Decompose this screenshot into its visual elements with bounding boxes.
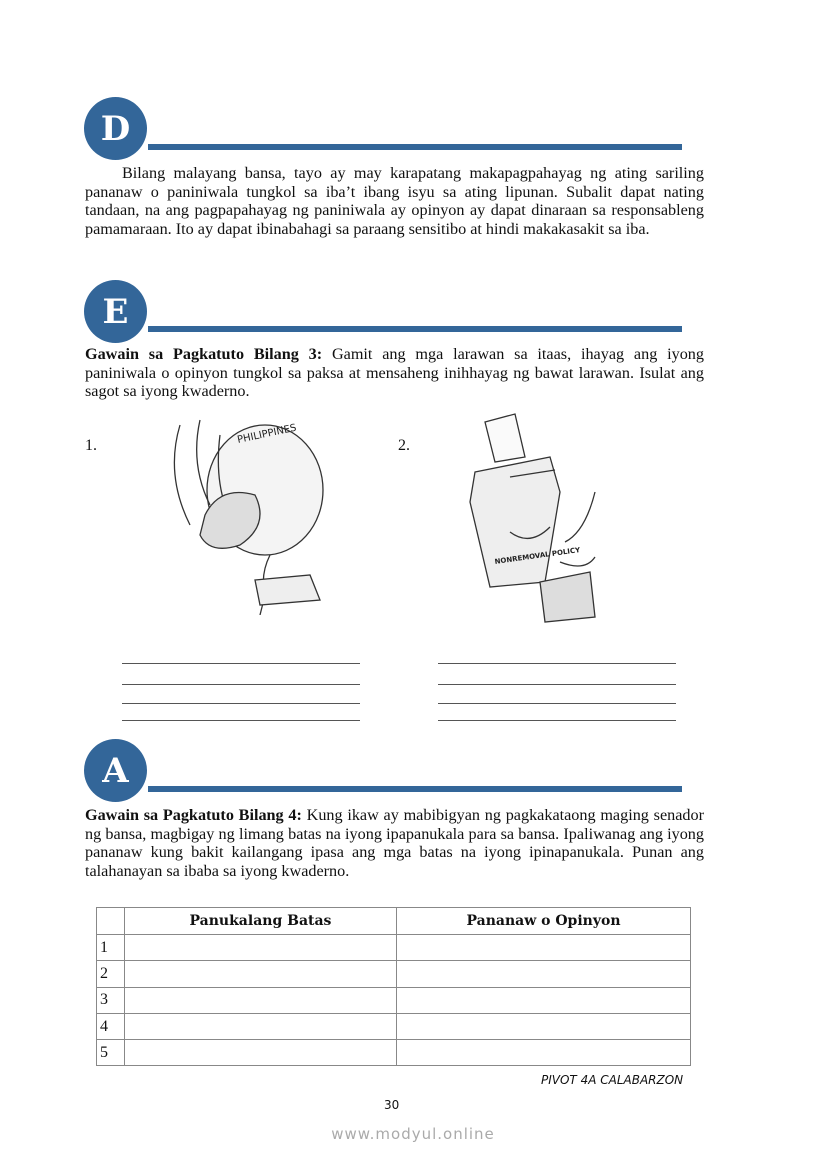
answer-line[interactable] bbox=[438, 720, 676, 721]
series-footer: PIVOT 4A CALABARZON bbox=[541, 1073, 684, 1087]
answer-line[interactable] bbox=[122, 703, 360, 704]
row-number: 4 bbox=[97, 1013, 125, 1039]
opinion-cell[interactable] bbox=[397, 935, 691, 961]
picture-number: 1. bbox=[85, 437, 97, 454]
law-cell[interactable] bbox=[125, 987, 397, 1013]
section-divider bbox=[148, 786, 682, 792]
answer-line[interactable] bbox=[438, 703, 676, 704]
watermark: www.modyul.online bbox=[331, 1125, 495, 1143]
activity-title: Gawain sa Pagkatuto Bilang 4: bbox=[85, 806, 302, 824]
row-number: 2 bbox=[97, 961, 125, 987]
section-d-paragraph: Bilang malayang bansa, tayo ay may karapatang makapagpahayag ng ating sariling pananaw o paniniwala tungkol sa iba’t ibang isyu sa ating lipunan. Subalit dapat nating tandaan, na ang pagpapahayag ng paniniwala ay opinyon ay dapat dinaraan sa responsableng pamamaraan. Ito ay dapat ibinabahagi sa paraang sensitibo at hindi makakasakit sa iba. bbox=[85, 164, 704, 238]
table-row bbox=[97, 961, 691, 987]
opinion-cell[interactable] bbox=[397, 1040, 691, 1066]
section-divider bbox=[148, 326, 682, 332]
law-cell[interactable] bbox=[125, 961, 397, 987]
opinion-cell[interactable] bbox=[397, 1013, 691, 1039]
header-number bbox=[97, 908, 125, 935]
opinion-cell[interactable] bbox=[397, 961, 691, 987]
table-row bbox=[97, 1013, 691, 1039]
answer-line[interactable] bbox=[438, 663, 676, 664]
answer-line[interactable] bbox=[122, 663, 360, 664]
table-row bbox=[97, 1040, 691, 1066]
shredder-cartoon-illustration bbox=[455, 412, 625, 627]
law-cell[interactable] bbox=[125, 1040, 397, 1066]
activity-text: Gamit ang mga larawan sa itaas, ihayag ang iyong paniniwala o opinyon tungkol sa paksa at mensaheng inihhayag ng bawat larawan. Isulat ang sagot sa iyong kwaderno. bbox=[85, 345, 704, 401]
row-number: 1 bbox=[97, 935, 125, 961]
activity-text: Kung ikaw ay mabibigyan ng pagkakataong maging senador ng bansa, magbigay ng limang batas na iyong ipapanukala para sa bansa. Ipaliwanag ang iyong pananaw kung bakit kailangang ipasa ang mga batas na iyong ipinapanukala. Punan ang talahanayan sa ibaba sa iyong kwaderno. bbox=[85, 806, 704, 880]
opinion-cell[interactable] bbox=[397, 987, 691, 1013]
header-opinion: Pananaw o Opinyon bbox=[397, 908, 691, 935]
section-badge-e: E bbox=[84, 280, 147, 343]
table-row bbox=[97, 987, 691, 1013]
answer-line[interactable] bbox=[122, 720, 360, 721]
header-proposed-law: Panukalang Batas bbox=[125, 908, 397, 935]
table-header-row bbox=[97, 908, 691, 935]
picture-number: 2. bbox=[398, 437, 410, 454]
answer-line[interactable] bbox=[122, 684, 360, 685]
shredder-lettering: NONREMOVAL POLICY bbox=[494, 546, 581, 566]
answer-line[interactable] bbox=[438, 684, 676, 685]
proposed-laws-table bbox=[96, 907, 691, 1066]
section-badge-d: D bbox=[84, 97, 147, 160]
activity-4-instructions bbox=[85, 806, 704, 880]
row-number: 5 bbox=[97, 1040, 125, 1066]
table-row bbox=[97, 935, 691, 961]
balloon-cartoon-illustration bbox=[160, 415, 335, 615]
law-cell[interactable] bbox=[125, 1013, 397, 1039]
activity-3-instructions bbox=[85, 345, 704, 401]
activity-title: Gawain sa Pagkatuto Bilang 3: bbox=[85, 345, 323, 363]
row-number: 3 bbox=[97, 987, 125, 1013]
page-number: 30 bbox=[384, 1098, 400, 1112]
balloon-lettering: PHILIPPINES bbox=[236, 422, 298, 446]
section-badge-a: A bbox=[84, 739, 147, 802]
section-divider bbox=[148, 144, 682, 150]
law-cell[interactable] bbox=[125, 935, 397, 961]
